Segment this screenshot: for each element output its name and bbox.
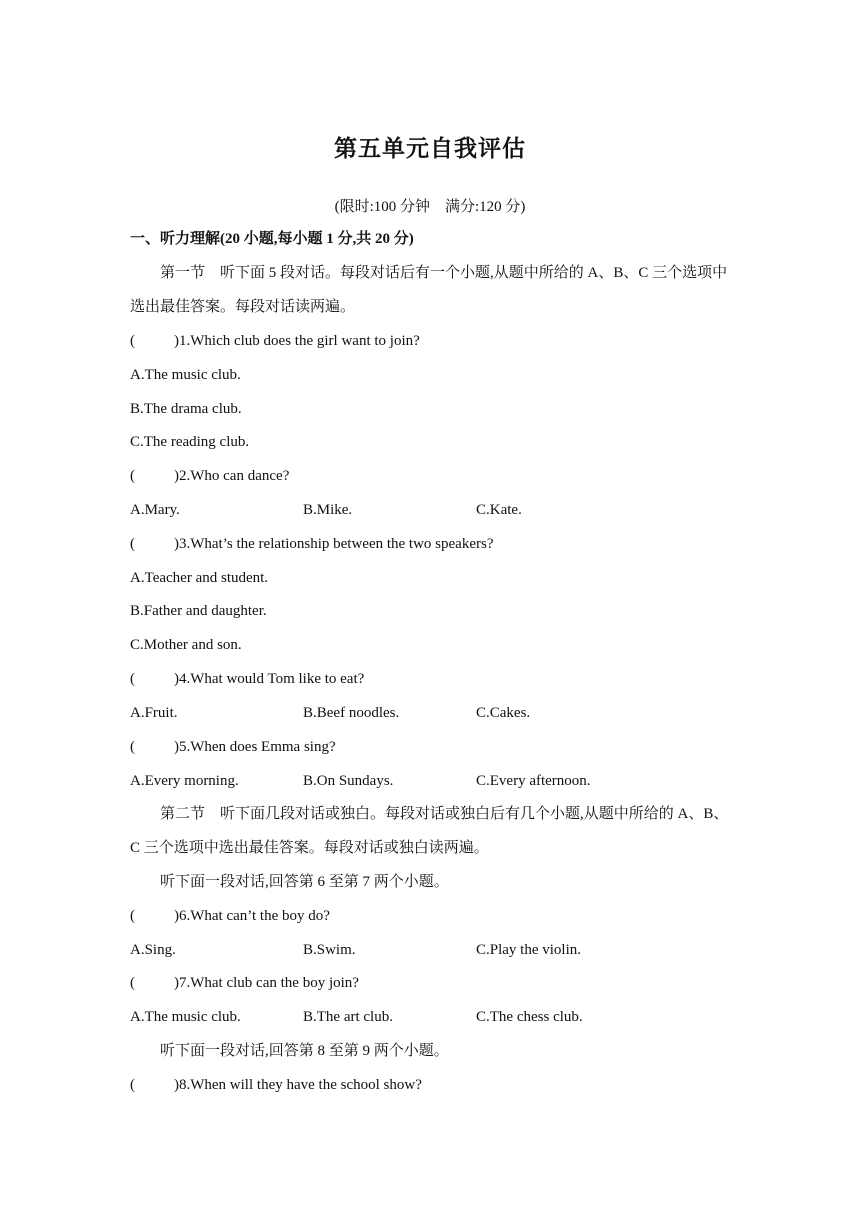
question-1	[130, 331, 420, 351]
page-title: 第五单元自我评估	[334, 136, 526, 161]
option-3b: B.Father and daughter.	[130, 603, 267, 619]
answer-paren: (	[130, 975, 135, 991]
dialog-instruction-6-7: 听下面一段对话,回答第 6 至第 7 两个小题。	[160, 874, 449, 890]
question-3	[130, 534, 493, 554]
option-1a: A.The music club.	[130, 367, 241, 383]
option-4c: C.Cakes.	[476, 705, 531, 721]
answer-paren: (	[130, 908, 135, 924]
option-5a: A.Every morning.	[130, 773, 239, 789]
option-7c: C.The chess club.	[476, 1009, 583, 1025]
question-stem: )6.What can’t the boy do?	[174, 908, 330, 924]
instruction-part1-line1: 第一节 听下面 5 段对话。每段对话后有一个小题,从题中所给的 A、B、C 三个选项中	[160, 265, 728, 281]
option-6a: A.Sing.	[130, 942, 176, 958]
option-7a: A.The music club.	[130, 1009, 241, 1025]
question-stem: )4.What would Tom like to eat?	[174, 671, 365, 687]
option-2b: B.Mike.	[303, 502, 353, 518]
option-5b: B.On Sundays.	[303, 773, 394, 789]
option-2c: C.Kate.	[476, 502, 522, 518]
page-subtitle: (限时:100 分钟 满分:120 分)	[334, 199, 526, 215]
instruction-part2-line1: 第二节 听下面几段对话或独白。每段对话或独白后有几个小题,从题中所给的 A、B、	[160, 806, 729, 822]
option-1b: B.The drama club.	[130, 401, 242, 417]
option-7b: B.The art club.	[303, 1009, 393, 1025]
question-8	[130, 1075, 422, 1095]
question-stem: )3.What’s the relationship between the two speakers?	[174, 536, 494, 552]
answer-paren: (	[130, 536, 135, 552]
answer-paren: (	[130, 739, 135, 755]
question-stem: )2.Who can dance?	[174, 468, 290, 484]
option-6b: B.Swim.	[303, 942, 356, 958]
option-3a: A.Teacher and student.	[130, 570, 269, 586]
question-4	[130, 669, 364, 689]
question-2	[130, 466, 289, 486]
instruction-part1-line2: 选出最佳答案。每段对话读两遍。	[130, 299, 356, 315]
option-6c: C.Play the violin.	[476, 942, 581, 958]
option-4b: B.Beef noodles.	[303, 705, 400, 721]
question-7	[130, 973, 359, 993]
question-stem: )5.When does Emma sing?	[174, 739, 336, 755]
question-5	[130, 737, 336, 757]
option-2a: A.Mary.	[130, 502, 180, 518]
option-1c: C.The reading club.	[130, 434, 250, 450]
option-4a: A.Fruit.	[130, 705, 178, 721]
question-stem: )1.Which club does the girl want to join?	[174, 333, 420, 349]
dialog-instruction-8-9: 听下面一段对话,回答第 8 至第 9 两个小题。	[160, 1043, 449, 1059]
answer-paren: (	[130, 671, 135, 687]
option-5c: C.Every afternoon.	[476, 773, 591, 789]
question-6	[130, 906, 330, 926]
instruction-part2-line2: C 三个选项中选出最佳答案。每段对话或独白读两遍。	[130, 840, 489, 856]
answer-paren: (	[130, 333, 135, 349]
option-3c: C.Mother and son.	[130, 637, 242, 653]
question-stem: )7.What club can the boy join?	[174, 975, 359, 991]
answer-paren: (	[130, 468, 135, 484]
section-heading: 一、听力理解(20 小题,每小题 1 分,共 20 分)	[130, 231, 414, 247]
question-stem: )8.When will they have the school show?	[174, 1077, 422, 1093]
answer-paren: (	[130, 1077, 135, 1093]
